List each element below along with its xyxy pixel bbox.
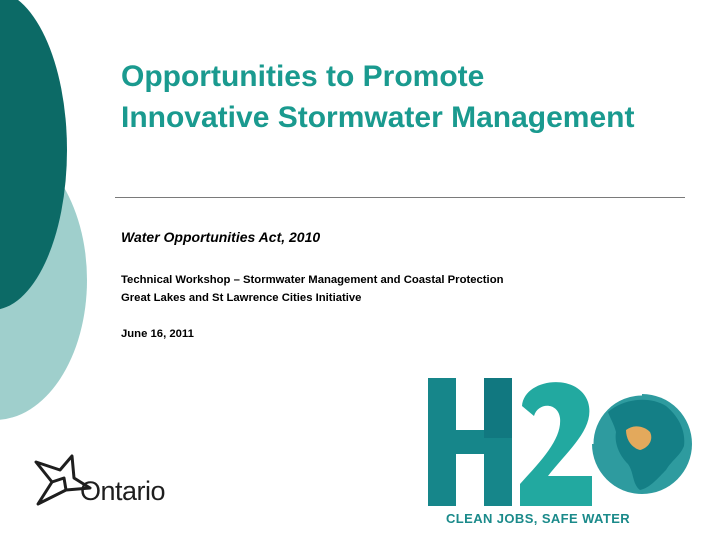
h2o-tagline: CLEAN JOBS, SAFE WATER (446, 511, 631, 526)
workshop-line: Technical Workshop – Stormwater Management and Coastal Protection (121, 274, 504, 286)
slide-title: Opportunities to Promote Innovative Stormwater Management (121, 60, 635, 134)
initiative-line: Great Lakes and St Lawrence Cities Initiative (121, 292, 362, 304)
date-line: June 16, 2011 (121, 328, 194, 340)
ontario-logo-text: Ontario (80, 476, 166, 506)
slide-subtitle: Water Opportunities Act, 2010 (121, 229, 321, 245)
title-divider (115, 197, 685, 198)
h2o-logo (428, 372, 693, 512)
